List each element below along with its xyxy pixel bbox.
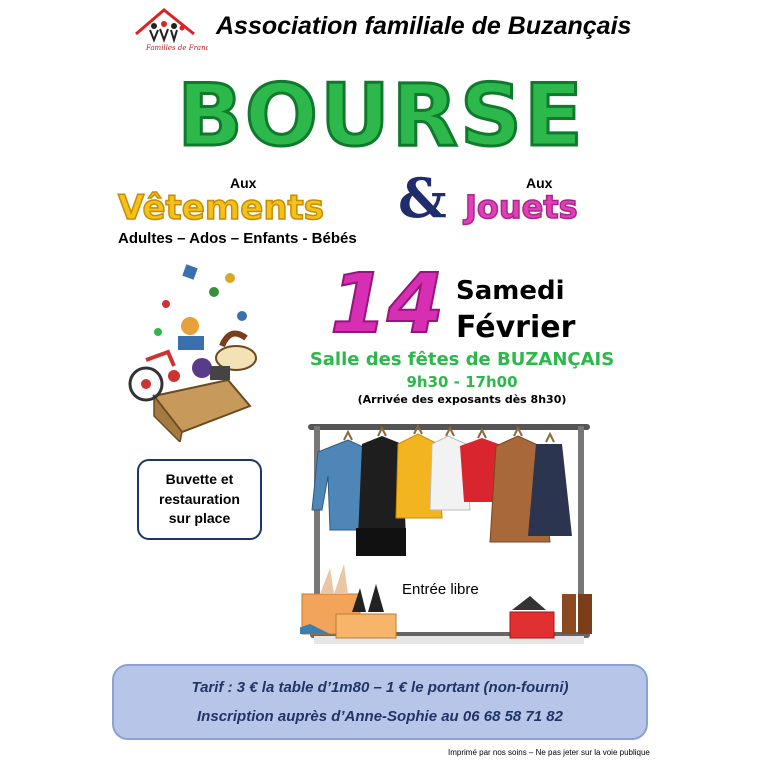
event-weekday: Samedi	[456, 276, 565, 306]
event-day-number: 14	[330, 257, 445, 352]
footer-note: Imprimé par nos soins – Ne pas jeter sur la voie publique	[448, 748, 650, 757]
buvette-line-1: Buvette et	[165, 471, 234, 488]
bourse-title: BOURSE	[177, 66, 585, 166]
organization-name: Association familiale de Buzançais	[216, 12, 632, 40]
aux-right-label: Aux	[526, 175, 553, 191]
clothes-rack-illustration	[300, 418, 600, 648]
buvette-box	[137, 459, 262, 540]
tarif-box	[112, 664, 648, 740]
toys-box-illustration	[118, 256, 268, 442]
entry-free-label: Entrée libre	[402, 581, 479, 598]
buvette-line-2: restauration	[159, 490, 240, 507]
arrival-note: (Arrivée des exposants dès 8h30)	[357, 393, 567, 406]
ampersand: &	[398, 166, 447, 230]
familles-de-france-logo	[130, 4, 208, 56]
svg-text:Familles de France: Familles de France	[146, 44, 208, 52]
buvette-line-3: sur place	[168, 510, 231, 527]
inscription-line: Inscription auprès d’Anne-Sophie au 06 68 58 71 82	[197, 708, 563, 725]
jouets-label: Jouets	[465, 188, 578, 226]
vetements-label: Vêtements	[118, 188, 325, 228]
tarif-line: Tarif : 3 € la table d’1m80 – 1 € le portant (non-fourni)	[191, 679, 569, 696]
event-venue: Salle des fêtes de BUZANÇAIS	[309, 349, 615, 370]
categories-label: Adultes – Ados – Enfants - Bébés	[118, 230, 357, 247]
event-hours: 9h30 - 17h00	[406, 373, 518, 391]
event-month: Février	[456, 310, 576, 345]
aux-left-label: Aux	[230, 175, 257, 191]
